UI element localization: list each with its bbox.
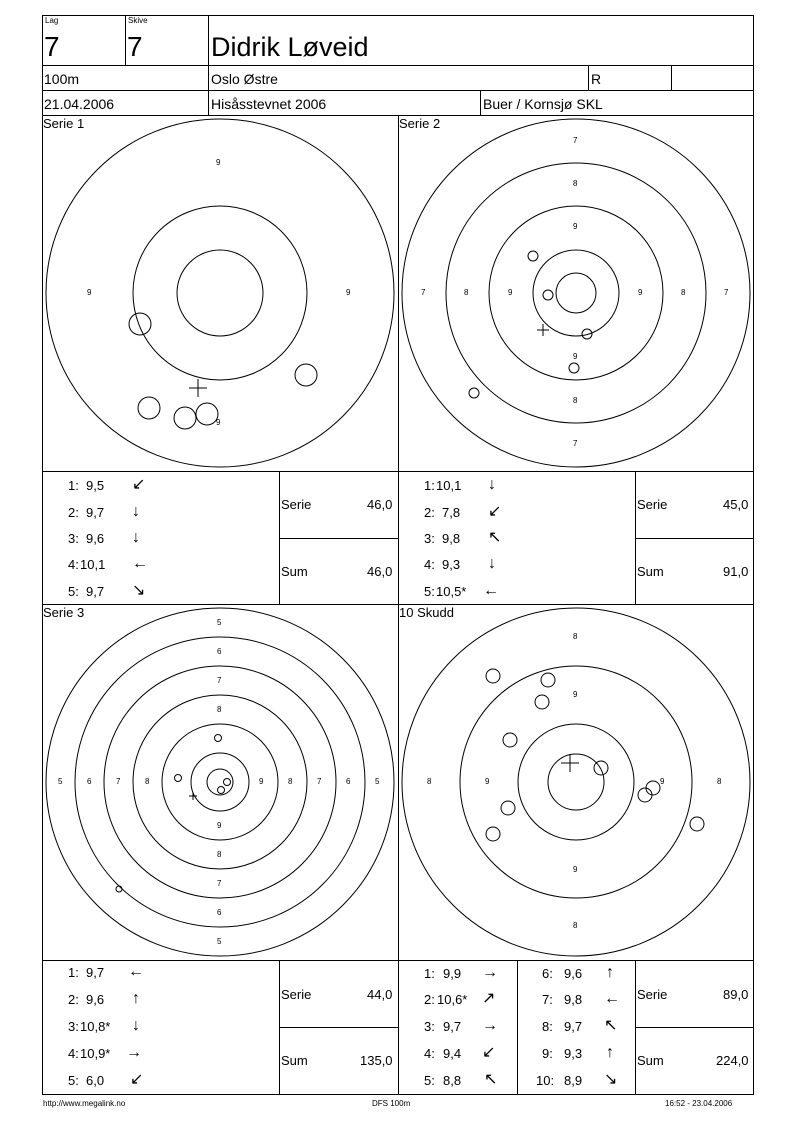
shot-direction-icon: ↓ xyxy=(132,1017,140,1034)
venue: Buer / Kornsjø SKL xyxy=(483,96,603,112)
ring-label: 7 xyxy=(116,777,121,786)
shot-hole xyxy=(503,733,517,747)
shot-value: 8,8 xyxy=(443,1073,462,1088)
shot-num: 8: xyxy=(542,1019,553,1034)
ring-label: 8 xyxy=(217,850,222,859)
ring-label: 8 xyxy=(717,777,722,786)
ring xyxy=(402,608,750,956)
ring-label: 7 xyxy=(217,879,222,888)
lag-value: 7 xyxy=(44,31,60,62)
sum-label: Sum xyxy=(281,1053,308,1068)
ring-label: 8 xyxy=(217,705,222,714)
sum-value: 46,0 xyxy=(367,564,393,579)
ring-label: 8 xyxy=(573,632,578,641)
shot-direction-icon: → xyxy=(482,964,498,981)
shot-num: 4: xyxy=(424,557,435,572)
serie-value: 89,0 xyxy=(723,987,749,1002)
ring-label: 9 xyxy=(485,777,490,786)
ring-label: 9 xyxy=(346,288,351,297)
serie-value: 44,0 xyxy=(367,987,393,1002)
shot-direction-icon: ↖ xyxy=(604,1017,618,1034)
ring-label: 9 xyxy=(217,821,222,830)
ring-label: 6 xyxy=(217,647,222,656)
shot-num: 2: xyxy=(68,505,79,520)
ring-label: 6 xyxy=(217,908,222,917)
ring xyxy=(548,754,604,810)
shot-value: 9,9 xyxy=(443,966,462,981)
ring-label: 9 xyxy=(660,777,665,786)
shot-hole xyxy=(541,673,555,687)
sum-value: 135,0 xyxy=(360,1053,393,1068)
skive-value: 7 xyxy=(127,31,143,62)
ring-label: 7 xyxy=(724,288,729,297)
shot-value: 9,4 xyxy=(443,1046,462,1061)
shot-value: 9,6 xyxy=(86,992,105,1007)
club: Oslo Østre xyxy=(211,71,278,87)
serie-label: Serie xyxy=(281,497,312,512)
shot-direction-icon: ↙ xyxy=(482,1044,496,1061)
shot-num: 1: xyxy=(68,478,79,493)
ring xyxy=(518,724,634,840)
serie-value: 46,0 xyxy=(367,497,393,512)
shot-num: 2: xyxy=(68,992,79,1007)
serie-label: Serie xyxy=(637,497,668,512)
shot-num: 5: xyxy=(424,1073,435,1088)
ring-label: 9 xyxy=(216,418,221,427)
shot-direction-icon: → xyxy=(126,1044,142,1061)
panel-title-10skudd: 10 Skudd xyxy=(399,605,454,620)
ring-label: 5 xyxy=(217,937,222,946)
ring-label: 9 xyxy=(573,352,578,361)
sum-label: Sum xyxy=(637,1053,664,1068)
ring-label: 9 xyxy=(638,288,643,297)
ring-label: 7 xyxy=(573,136,578,145)
shot-num: 1: xyxy=(424,966,435,981)
shot-num: 2: xyxy=(424,992,435,1007)
shot-value: 9,8 xyxy=(442,531,461,546)
panel-title-serie2: Serie 2 xyxy=(399,116,441,131)
sum-label: Sum xyxy=(637,564,664,579)
shot-value: 10,6* xyxy=(437,992,468,1007)
shot-direction-icon: ← xyxy=(604,990,620,1007)
shot-value: 9,6 xyxy=(564,966,583,981)
shot-value: 9,5 xyxy=(86,478,105,493)
shot-num: 5: xyxy=(424,584,435,599)
shot-num: 1: xyxy=(424,478,435,493)
shot-value: 9,3 xyxy=(442,557,461,572)
shot-direction-icon: ↓ xyxy=(488,555,496,572)
shot-num: 2: xyxy=(424,505,435,520)
ring-label: 5 xyxy=(217,618,222,627)
ring-label: 9 xyxy=(216,158,221,167)
shot-value: 7,8 xyxy=(442,505,461,520)
ring-label: 8 xyxy=(464,288,469,297)
ring-label: 5 xyxy=(58,777,63,786)
shot-direction-icon: → xyxy=(482,1017,498,1034)
panel-title-serie1: Serie 1 xyxy=(43,116,85,131)
shot-value: 10,1 xyxy=(80,557,106,572)
shot-direction-icon: ↘ xyxy=(604,1071,618,1088)
sum-label: Sum xyxy=(281,564,308,579)
shot-direction-icon: ↘ xyxy=(132,582,146,599)
panel-title-serie3: Serie 3 xyxy=(43,605,85,620)
shot-value: 9,7 xyxy=(86,584,105,599)
ring-label: 8 xyxy=(427,777,432,786)
shot-num: 5: xyxy=(68,584,79,599)
ring-label: 7 xyxy=(217,676,222,685)
shot-value: 9,7 xyxy=(86,505,105,520)
serie-label: Serie xyxy=(281,987,312,1002)
shot-direction-icon: ↙ xyxy=(488,503,502,520)
footer-program: DFS 100m xyxy=(372,1099,411,1108)
shooter-name: Didrik Løveid xyxy=(211,32,369,62)
shot-value: 9,3 xyxy=(564,1046,583,1061)
ring-label: 7 xyxy=(573,439,578,448)
ring-label: 9 xyxy=(259,777,264,786)
shot-hole xyxy=(535,695,549,709)
shot-direction-icon: ↑ xyxy=(606,964,614,981)
sum-value: 224,0 xyxy=(716,1053,749,1068)
shot-hole xyxy=(486,827,500,841)
ring-label: 9 xyxy=(573,222,578,231)
shot-direction-icon: ↓ xyxy=(132,529,140,546)
footer-timestamp: 16:52 - 23.04.2006 xyxy=(665,1099,733,1108)
distance: 100m xyxy=(44,71,80,87)
shot-direction-icon: ↖ xyxy=(488,529,502,546)
shot-num: 6: xyxy=(542,966,553,981)
shot-hole xyxy=(638,788,652,802)
shot-num: 4: xyxy=(424,1046,435,1061)
shot-hole xyxy=(646,781,660,795)
shot-num: 3: xyxy=(424,1019,435,1034)
shot-value: 8,9 xyxy=(564,1073,583,1088)
shot-direction-icon: ↙ xyxy=(132,476,146,493)
shot-value: 10,5* xyxy=(436,584,467,599)
class: R xyxy=(591,71,602,87)
shot-direction-icon: ↓ xyxy=(488,476,496,493)
shot-direction-icon: ↖ xyxy=(484,1071,498,1088)
serie-label: Serie xyxy=(637,987,668,1002)
shot-direction-icon: ← xyxy=(128,963,144,980)
skive-label: Skive xyxy=(128,16,148,25)
shot-value: 9,6 xyxy=(86,531,105,546)
shot-hole xyxy=(486,669,500,683)
shot-hole xyxy=(594,761,608,775)
shot-num: 10: xyxy=(536,1073,555,1088)
ring-label: 9 xyxy=(508,288,513,297)
shot-num: 9: xyxy=(542,1046,553,1061)
shot-direction-icon: ← xyxy=(132,555,148,572)
sum-value: 91,0 xyxy=(723,564,749,579)
shot-num: 4: xyxy=(68,1046,79,1061)
shot-value: 9,7 xyxy=(443,1019,462,1034)
shot-direction-icon: ↗ xyxy=(482,990,496,1007)
shot-num: 4: xyxy=(68,557,79,572)
serie-value: 45,0 xyxy=(723,497,749,512)
shot-num: 1: xyxy=(68,965,79,980)
ring-label: 6 xyxy=(87,777,92,786)
shot-num: 3: xyxy=(68,1019,79,1034)
shot-direction-icon: ↑ xyxy=(132,990,140,1007)
ring-label: 8 xyxy=(573,921,578,930)
ring-label: 9 xyxy=(87,288,92,297)
date: 21.04.2006 xyxy=(44,96,115,112)
ring-label: 8 xyxy=(681,288,686,297)
ring-label: 7 xyxy=(421,288,426,297)
ring-label: 9 xyxy=(573,865,578,874)
shot-value: 10,1 xyxy=(436,478,462,493)
shot-hole xyxy=(501,801,515,815)
shot-value: 6,0 xyxy=(86,1073,105,1088)
shot-direction-icon: ← xyxy=(483,582,499,599)
shot-hole xyxy=(690,817,704,831)
ring-label: 8 xyxy=(145,777,150,786)
footer-url[interactable]: http://www.megalink.no xyxy=(43,1099,126,1108)
ring-label: 9 xyxy=(573,690,578,699)
lag-label: Lag xyxy=(45,16,59,25)
shot-value: 9,7 xyxy=(564,1019,583,1034)
shot-value: 9,7 xyxy=(86,965,105,980)
shot-value: 10,9* xyxy=(80,1046,111,1061)
shot-direction-icon: ↙ xyxy=(130,1071,144,1088)
ring-label: 5 xyxy=(375,777,380,786)
shot-num: 5: xyxy=(68,1073,79,1088)
ring-label: 7 xyxy=(317,777,322,786)
shot-direction-icon: ↓ xyxy=(132,503,140,520)
event: Hisåsstevnet 2006 xyxy=(211,96,327,112)
shot-num: 3: xyxy=(424,531,435,546)
shot-value: 9,8 xyxy=(564,992,583,1007)
ring-label: 8 xyxy=(573,396,578,405)
shot-num: 3: xyxy=(68,531,79,546)
shot-direction-icon: ↑ xyxy=(606,1044,614,1061)
shot-value: 10,8* xyxy=(80,1019,111,1034)
ring-label: 8 xyxy=(573,179,578,188)
shot-num: 7: xyxy=(542,992,553,1007)
ring-label: 6 xyxy=(346,777,351,786)
ring-label: 8 xyxy=(288,777,293,786)
